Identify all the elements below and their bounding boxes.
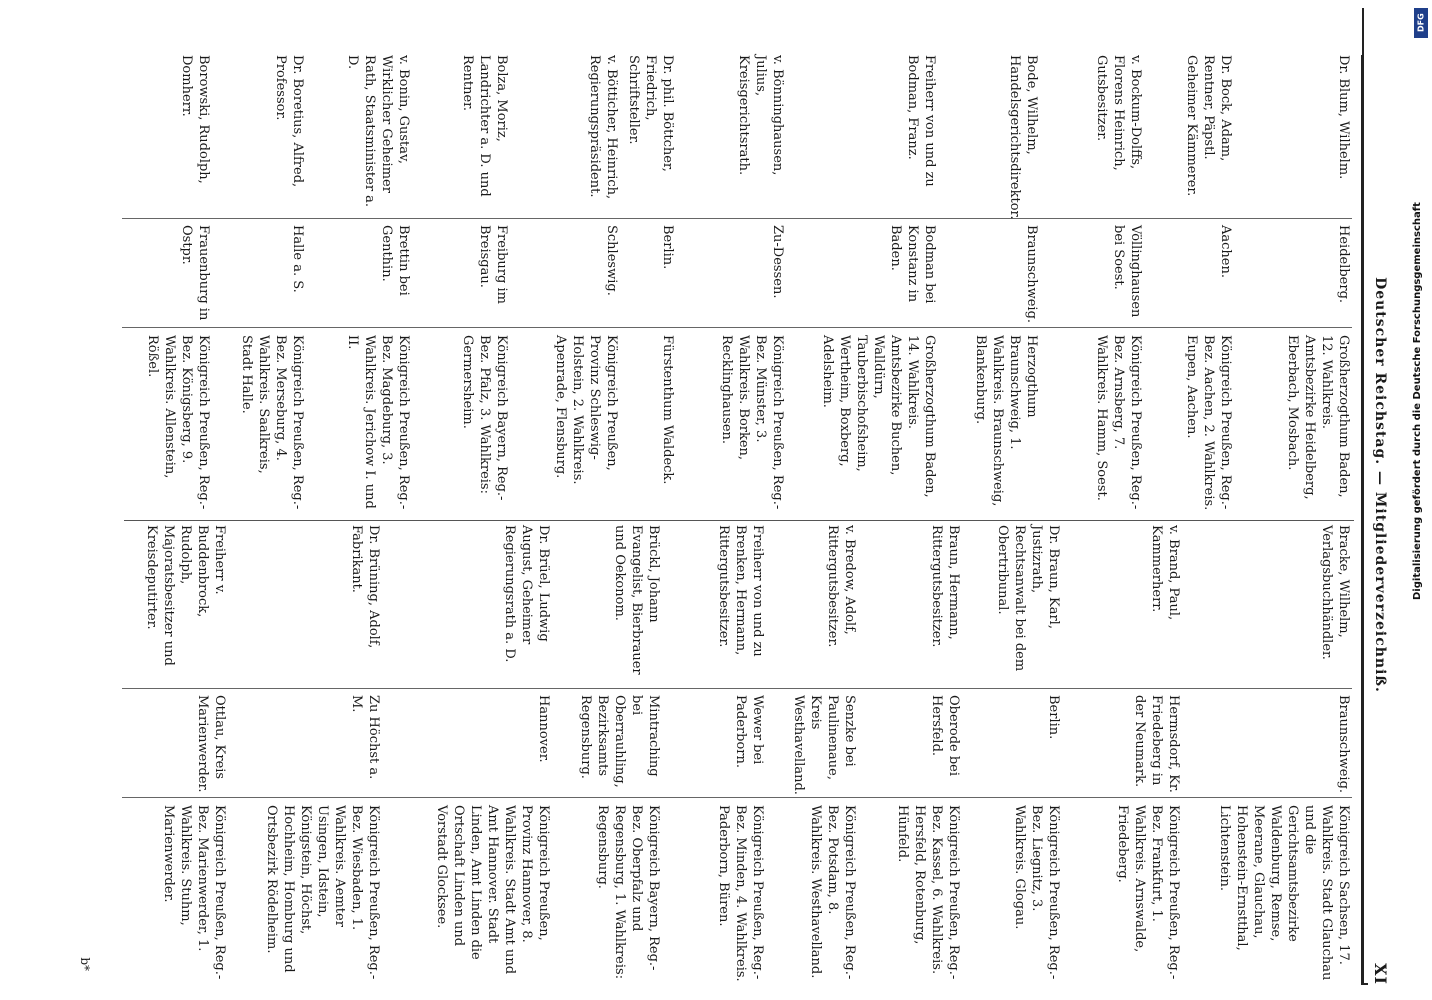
member-name: Dr. phil. Böttcher, Friedrich, Schriftsteller. (626, 55, 675, 172)
header-rule (1361, 55, 1362, 985)
member-residence: Braunschweig. (1024, 225, 1039, 324)
member-residence: Mintraching bei Oberrauhling, Bezirksamts Regensburg. (578, 695, 661, 788)
member-name: Bolza, Moriz, Landrichter a. D. und Rentner. (460, 55, 509, 197)
member-residence: Hannover. (536, 695, 551, 763)
member-name: v. Bötticher, Heinrich, Regierungspräsident. (587, 55, 619, 200)
column-divider (124, 520, 1354, 521)
member-residence: Brettin bei Genthin. (379, 225, 411, 296)
running-head (1368, 55, 1392, 985)
member-constituency: Großherzogthum Baden, 14. Wahlkreis. Amtsbezirke Buchen, Walldürn, Tauberbischofsheim, Wertheim, Boxberg, Adelsheim. (820, 335, 937, 498)
member-name: Dr. Bock, Adam, Rentner, Päpstl. Geheimer Kämmerer. (1184, 55, 1233, 197)
member-constituency: Königreich Preußen, Reg.-Bez. Arnsberg, 7. Wahlkreis. Hamm, Soest. (1094, 335, 1143, 510)
member-residence: Aachen. (1218, 225, 1233, 278)
member-constituency: Großherzogthum Baden, 12. Wahlkreis. Amtsbezirke Heidelberg, Eberbach, Mosbach. (1285, 335, 1351, 500)
member-constituency: Königreich Preußen, Reg.-Bez. Königsberg, 9. Wahlkreis. Allenstein, Rößel. (145, 335, 211, 510)
dfg-funding-note: Digitalisierung gefördert durch die Deutsche Forschungsgemeinschaft (1412, 202, 1423, 600)
member-residence: Hermsdorf, Kr. Friedeberg in der Neumark. (1132, 695, 1181, 793)
column-rule (122, 688, 1352, 689)
member-name: Dr. Brüel, Ludwig August, Geheimer Regierungsrath a. D. (502, 525, 551, 663)
member-name: v. Bonin, Gustav, Wirklicher Geheimer Rath, Staatsminister a. D. (345, 55, 411, 208)
member-constituency: Königreich Preußen, Reg.-Bez. Kassel, 6. Wahlkreis. Hersfeld, Rotenburg, Hünfeld. (895, 805, 961, 980)
member-name: v. Bockum-Dolffs, Florens Heinrich, Gutsbesitzer. (1094, 55, 1143, 171)
page-number: XI (1371, 963, 1390, 985)
left-column (92, 55, 1352, 515)
member-residence: Senzke bei Paulinenaue, Kreis Westhavelland. (791, 695, 857, 795)
member-residence: Schleswig. (604, 225, 619, 296)
member-constituency: Königreich Bayern, Reg.-Bez. Oberpfalz und Regensburg, 1. Wahlkreis: Regensburg. (595, 805, 661, 980)
right-column (78, 525, 1352, 985)
member-constituency: Königreich Preußen, Reg.-Bez. Liegnitz, 3. Wahlkreis. Glogau. (1012, 805, 1061, 980)
member-residence: Berlin. (660, 225, 675, 270)
member-constituency: Königreich Sachsen, 17. Wahlkreis. Stadt Glauchau und die Gerichtsamtsbezirke Waldenburg, Remse, Meerane, Glauchau, Hohenstein-Ernstthal, Lichtenstein. (1217, 805, 1351, 981)
member-residence: Halle a. S. (290, 225, 305, 293)
folio-signature: b* (78, 957, 92, 971)
member-name: Brückl, Johann Evangelist, Bierbrauer und Oekonom. (612, 525, 661, 675)
member-name: Braun, Hermann, Rittergutsbesitzer. (929, 525, 961, 648)
member-name: v. Bredow, Adolf, Rittergutsbesitzer. (825, 525, 857, 648)
member-constituency: Königreich Preußen, Reg.-Bez. Aachen, 2. Wahlkreis. Eupen, Aachen. (1184, 335, 1233, 511)
column-rule (122, 797, 1352, 798)
member-name: Dr. Blum, Wilhelm. (1336, 55, 1351, 180)
scanned-page (78, 55, 1392, 985)
member-constituency: Königreich Preußen, Provinz Hannover, 8. Wahlkreis. Stadt Amt und Amt Hannover. Stadt Linden, Amt Linden die Ortschaft Linden und Vorstadt Glocksee. (434, 805, 551, 975)
member-residence: Freiburg im Breisgau. (477, 225, 509, 304)
member-name: Freiherr von und zu Brenken, Hermann, Rittergutsbesitzer. (716, 525, 765, 657)
member-constituency: Königreich Preußen, Reg.-Bez. Wiesbaden, 1. Wahlkreis. Aemter Usingen, Idstein, Königstein, Höchst, Hochheim, Homburg und Ortsbezirk Rödelheim. (264, 805, 381, 980)
member-residence: Frauenburg in Ostpr. (179, 225, 211, 321)
member-constituency: Königreich Preußen, Reg.-Bez. Merseburg, 4. Wahlkreis. Saalkreis, Stadt Halle. (239, 335, 305, 510)
member-residence: Ottlau, Kreis Marienwerder. (195, 695, 227, 793)
member-name: Dr. Braun, Karl, Justizrath, Rechtsanwalt bei dem Obertribunal. (995, 525, 1061, 672)
member-constituency: Königreich Preußen, Reg.-Bez. Magdeburg, 3. Wahlkreis. Jerichow I. und II. (345, 335, 411, 510)
member-residence: Bodman bei Konstanz in Baden. (888, 225, 937, 304)
member-constituency: Königreich Preußen, Provinz Schleswig-Holstein, 2. Wahlkreis. Apenrade, Flensburg. (553, 335, 619, 485)
column-rule (122, 218, 1352, 219)
member-name: Dr. Brüning, Adolf, Fabrikant. (349, 525, 381, 649)
dfg-logo (1414, 8, 1428, 38)
dfg-logo-text: DFG (1416, 13, 1426, 33)
member-constituency: Königreich Preußen, Reg.-Bez. Potsdam, 8. Wahlkreis. Westhavelland. (808, 805, 857, 980)
member-constituency: Königreich Bayern, Reg.-Bez. Pfalz, 3. Wahlkreis: Germersheim. (460, 335, 509, 501)
member-residence: Zu-Dessen. (770, 225, 785, 299)
member-residence: Braunschweig. (1336, 695, 1351, 794)
member-constituency: Königreich Preußen, Reg.-Bez. Frankfurt, 1. Wahlkreis. Arnswalde, Friedeberg. (1115, 805, 1181, 980)
member-name: Bode, Wilhelm, Handelsgerichtsdirektor. (1007, 55, 1039, 220)
member-residence: Zu Höchst a. M. (349, 695, 381, 780)
member-residence: Wewer bei Paderborn. (733, 695, 765, 769)
member-residence: Heidelberg. (1336, 225, 1351, 304)
member-name: Borowski, Rudolph, Domherr. (179, 55, 211, 184)
member-name: Dr. Boretius, Alfred, Professor. (273, 55, 305, 188)
running-head-title: Deutscher Reichstag. — Mitgliederverzeichniß. (1372, 277, 1388, 693)
member-residence: Völlinghausen bei Soest. (1111, 225, 1143, 318)
member-constituency: Königreich Preußen, Reg.-Bez. Marienwerder, 1. Wahlkreis. Stuhm, Marienwerder. (161, 805, 227, 980)
member-name: Freiherr von und zu Bodman, Franz. (905, 55, 937, 187)
member-constituency: Fürstenthum Waldeck. (660, 335, 675, 485)
member-name: v. Bönninghausen, Julius, Kreisgerichtsrath. (736, 55, 785, 176)
member-constituency: Königreich Preußen, Reg.-Bez. Münster, 3. Wahlkreis. Borken, Recklinghausen. (719, 335, 785, 510)
column-rule (122, 327, 1352, 328)
member-name: Bracke, Wilhelm, Verlagsbuchhändler. (1319, 525, 1351, 660)
member-residence: Oberode bei Hersfeld. (929, 695, 961, 777)
member-constituency: Königreich Preußen, Reg.-Bez. Minden, 4. Wahlkreis. Paderborn, Büren. (716, 805, 765, 982)
member-name: v. Brand, Paul, Kammerherr. (1149, 525, 1181, 621)
member-constituency: Herzogthum Braunschweig, 1. Wahlkreis. Braunschweig, Blankenburg. (973, 335, 1039, 507)
member-name: Freiherr v. Buddenbrock, Rudolph, Majoratsbesitzer und Kreisdeputirter. (144, 525, 227, 666)
member-residence: Berlin. (1046, 695, 1061, 740)
